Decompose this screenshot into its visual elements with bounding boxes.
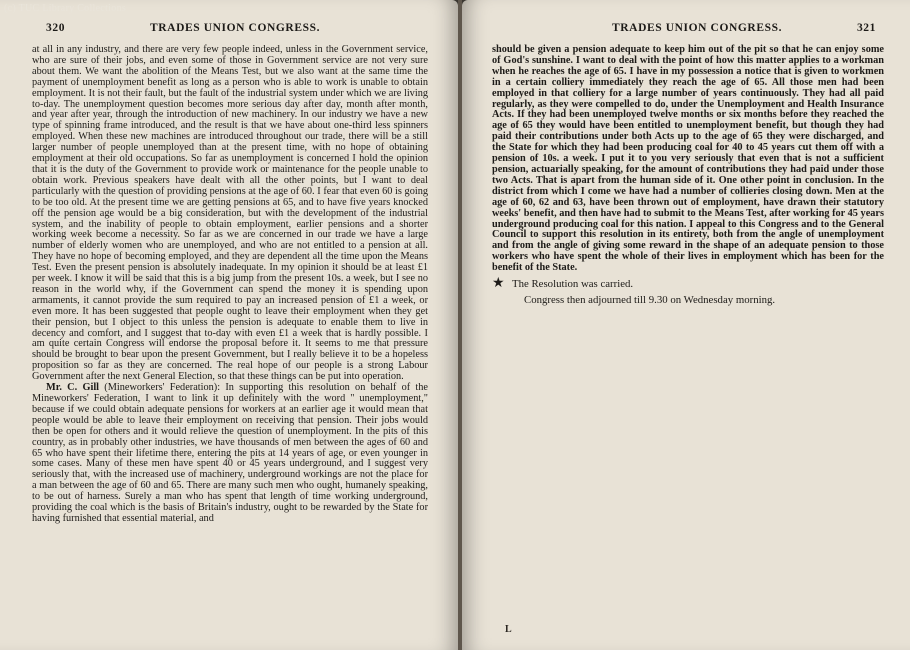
right-paragraph-1: should be given a pension adequate to keep him out of the pit so that he can enjoy some of God's sunshine. I want to deal with the point of how this matter applies to a workman when he reaches the age of 65. I have in my possession a notice that is given to workmen in a certain colliery immediately they reach the age of 65. All those men had been employed in that colliery for a large number of years continuously. They had all paid regularly, as they were compelled to do, under the Unemployment and Health Insurance Acts. If they had been unemployed twelve months or six months before they reached the age of 65 they would have been entitled to unemployment benefit, but though they had paid their contributions under both Acts up to the age of 65 they were discharged, and the State for which they had been producing coal for 40 to 45 years cut them off with a pension of 10s. a week. I put it to you very seriously that even that is not a sufficient pension, actuarially speaking, for the amount of contributions they had paid under those two Acts. That is apart from the human side of it. One other point in conclusion. In the district from which I come we have had a number of collieries closing down. Men at the age of 60, 62 and 63, have been thrown out of employment, have drawn their statutory weeks' benefit, and then have had to submit to the Means Test, after working for 45 years underground producing coal for this nation. I appeal to this Congress and to the General Council to support this resolution in its entirety, both from the angle of unemployment and from the angle of giving some reward in the shape of an adequate pension to those workers who have spent the whole of their lives in employment which has been for the benefit of the State. (492, 44, 884, 274)
left-running-title: TRADES UNION CONGRESS. (150, 22, 321, 34)
right-running-head (492, 22, 884, 38)
resolution-text: The Resolution was carried. (512, 278, 634, 291)
right-body (492, 45, 884, 274)
right-running-title: TRADES UNION CONGRESS. (612, 22, 783, 34)
star-icon: ★ (492, 276, 505, 292)
left-paragraph-2 (32, 383, 428, 525)
right-page-number: 321 (856, 22, 876, 34)
signature-mark: L (505, 624, 512, 635)
resolution-line (492, 278, 884, 290)
right-page (462, 0, 910, 650)
speaker-name: Mr. C. Gill (46, 382, 100, 394)
adjournment-text: Congress then adjourned till 9.30 on Wednesday morning. (524, 294, 776, 307)
left-running-head (32, 22, 428, 38)
left-paragraph-1: at all in any industry, and there are very few people indeed, unless in the Government service, who are sure of their jobs, and even some of those in Government service are not very sure about them. We want the abolition of the Means Test, but we also want at the same time the payment of unemployment benefit as long as a person who is able to work is unable to obtain employment. It is not their fault, but the fault of the industrial system under which we are living to-day. The unemployment question becomes more serious day after day, month after month, and year after year, through the introduction of new machinery. In our industry we have a new type of spinning frame introduced, and the result is that we have about one-third less spinners employed. When these new machines are introduced throughout our trade, there will be a still larger number of people unemployed than at the present time, with no hope of obtaining employment at their old occupations. So far as unemployment is concerned I hold the opinion that it is the duty of the Government to provide work or maintenance for the people unable to obtain work. Previous speakers have dealt with all the other points, but I want to deal particularly with the question of providing pensions at the age of 60. I fear that even 60 is going to be too old. At the present time we are getting pensions at 65, and to have five years knocked off the pension age would be a big consideration, but with the development of the industrial system, and the inability of people to obtain employment, earlier pensions and a shorter working week become a necessity. So far as we are concerned in our trade we have a large number of elderly women who are unemployed, and who are not entitled to a pension at all. They have no hope of becoming employed, and they are dependent all the time upon the Means Test. Even the present pension is absolutely inadequate. In my opinion it should be at least £1 per week. I know it will be said that this is a big jump from the present 10s. a week, but I see no reason in the world why, if the Government can spend the money it is spending upon armaments, it cannot provide the sum required to pay an increased pension of £1 a week, or even more. It has been suggested that people ought to leave their employment when they get their pension, but I object to this unless the pension is adequate to enable them to live in decency and comfort, and I suggest that to-day with even £1 a week that is hardly possible. I am quite certain Congress will endorse the proposal before it. It seems to me that pressure should be brought to bear upon the present Government, but I really believe it to be a hopeless proposition so far as they are concerned. The real hope of our people is a strong Labour Government after the next General Election, so that these things can be put into operation. (32, 44, 428, 383)
watermark: (c) TUC Library Collections (4, 3, 127, 14)
left-body (32, 45, 428, 525)
left-page-number: 320 (46, 22, 66, 34)
speaker-speech: (Mineworkers' Federation): In supporting this resolution on behalf of the Mineworkers' Federation, I want to link it up definitely with the word " unemployment," because if we could obtain adequate pensions for workers at an earlier age it would mean that people would be able to leave their employment on receiving that pension. Their jobs would then be open for others and it would relieve the question of unemployment. In the pits of this country, as in probably other industries, we have thousands of men between the ages of 60 and 65 who have spent their lifetime there, entering the pits at 14 years of age, or even younger in some cases. Many of these men have spent 40 or 45 years underground, and I suggest very seriously that, with the increased use of machinery, underground workings are not the place for a man between the age of 60 and 65. There are many such men who ought, humanely speaking, to be out of harness. Surely a man who has spent that length of time working underground, providing the coal which is the basis of Britain's industry, ought to be rewarded by the State for having furnished that essential material, and (32, 382, 429, 524)
